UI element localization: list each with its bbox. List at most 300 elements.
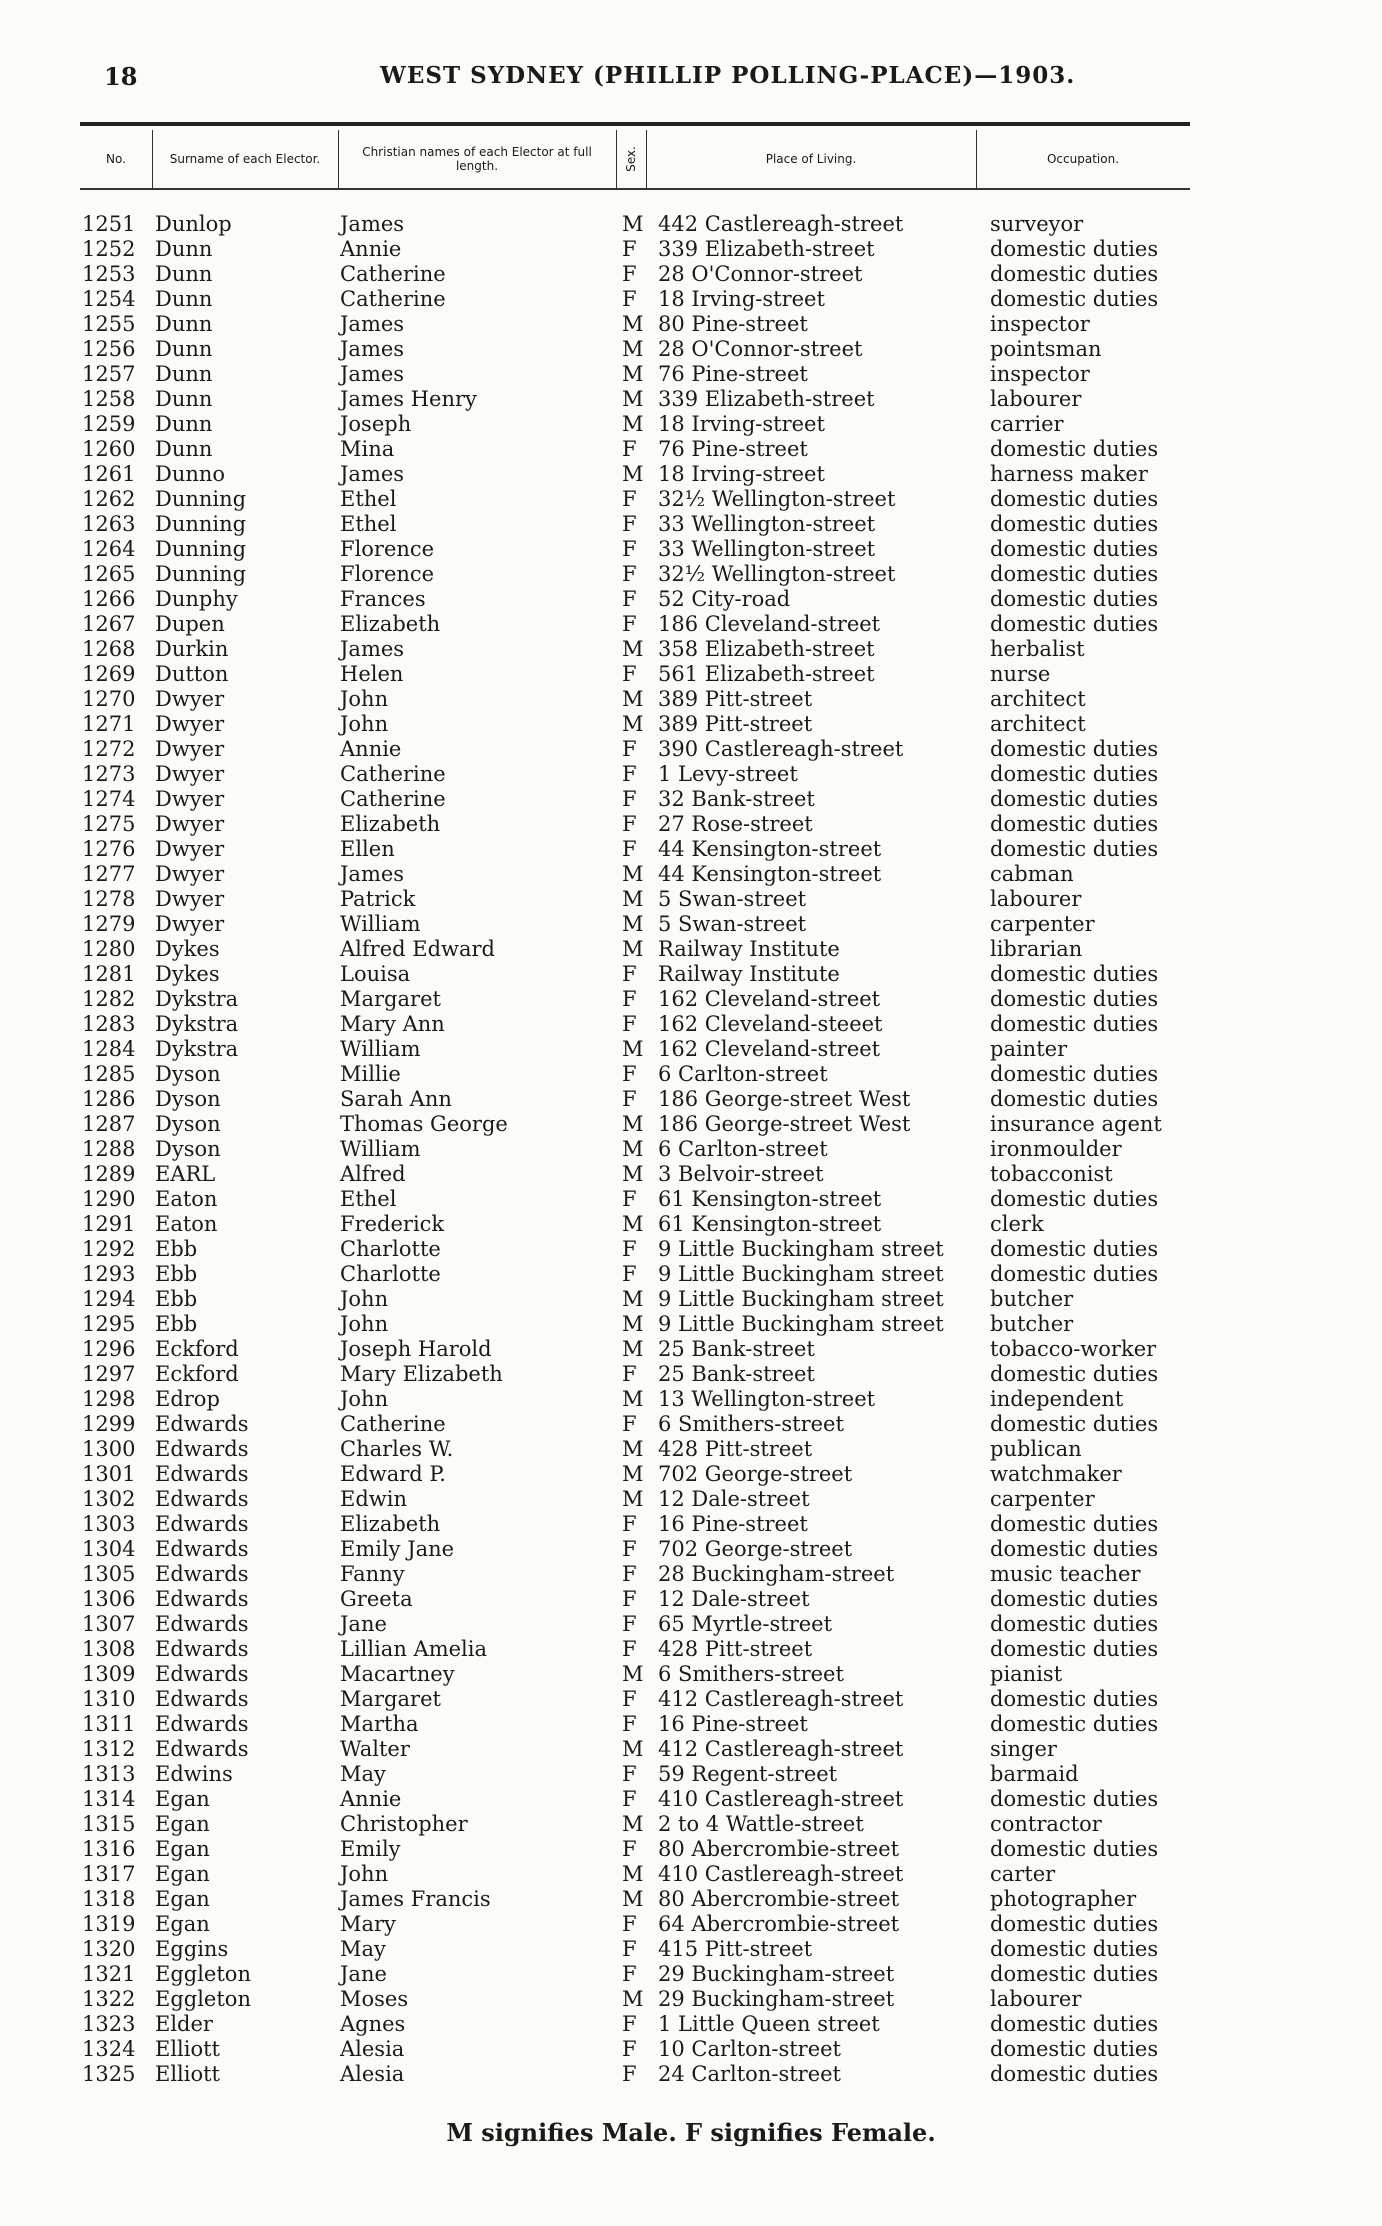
elector-occupation: barmaid: [990, 1762, 1079, 1786]
elector-place-of-living: 428 Pitt-street: [658, 1637, 813, 1661]
elector-sex: F: [622, 1237, 637, 1261]
table-row: [0, 1162, 1382, 1187]
elector-sex: M: [622, 337, 644, 361]
elector-occupation: carter: [990, 1862, 1056, 1886]
elector-place-of-living: 415 Pitt-street: [658, 1937, 813, 1961]
elector-christian-names: Millie: [340, 1062, 401, 1086]
elector-place-of-living: 6 Smithers-street: [658, 1412, 844, 1436]
elector-surname: Dunning: [155, 487, 247, 511]
elector-number: 1323: [82, 2012, 136, 2036]
elector-christian-names: Walter: [340, 1737, 410, 1761]
elector-surname: Edwards: [155, 1712, 249, 1736]
elector-christian-names: Edwin: [340, 1487, 407, 1511]
table-row: [0, 1762, 1382, 1787]
elector-surname: Dyson: [155, 1137, 221, 1161]
elector-number: 1288: [82, 1137, 136, 1161]
table-row: [0, 862, 1382, 887]
elector-place-of-living: 18 Irving-street: [658, 462, 825, 486]
elector-sex: M: [622, 1462, 644, 1486]
elector-sex: F: [622, 237, 637, 261]
elector-occupation: pointsman: [990, 337, 1102, 361]
table-row: [0, 212, 1382, 237]
elector-occupation: herbalist: [990, 637, 1085, 661]
table-row: [0, 612, 1382, 637]
elector-sex: F: [622, 537, 637, 561]
elector-surname: Edwards: [155, 1637, 249, 1661]
elector-number: 1259: [82, 412, 136, 436]
elector-number: 1316: [82, 1837, 136, 1861]
table-row: [0, 1237, 1382, 1262]
elector-surname: Elder: [155, 2012, 213, 2036]
table-row: [0, 1837, 1382, 1862]
elector-christian-names: James: [340, 862, 405, 886]
elector-surname: Eckford: [155, 1337, 239, 1361]
elector-occupation: domestic duties: [990, 762, 1159, 786]
elector-christian-names: Lillian Amelia: [340, 1637, 487, 1661]
elector-sex: F: [622, 1537, 637, 1561]
table-row: [0, 1487, 1382, 1512]
table-row: [0, 962, 1382, 987]
elector-place-of-living: 9 Little Buckingham street: [658, 1262, 944, 1286]
elector-christian-names: James: [340, 462, 405, 486]
elector-christian-names: May: [340, 1762, 386, 1786]
elector-surname: Dunn: [155, 312, 213, 336]
elector-surname: Edrop: [155, 1387, 220, 1411]
elector-christian-names: Joseph Harold: [340, 1337, 492, 1361]
elector-number: 1302: [82, 1487, 136, 1511]
elector-sex: F: [622, 1612, 637, 1636]
elector-place-of-living: Railway Institute: [658, 962, 840, 986]
elector-place-of-living: 389 Pitt-street: [658, 712, 813, 736]
elector-place-of-living: 80 Abercrombie-street: [658, 1837, 900, 1861]
elector-christian-names: Elizabeth: [340, 612, 441, 636]
elector-occupation: music teacher: [990, 1562, 1141, 1586]
elector-occupation: domestic duties: [990, 237, 1159, 261]
elector-sex: M: [622, 412, 644, 436]
table-row: [0, 1437, 1382, 1462]
elector-sex: F: [622, 1687, 637, 1711]
elector-surname: Egan: [155, 1812, 210, 1836]
elector-number: 1272: [82, 737, 136, 761]
elector-sex: M: [622, 1287, 644, 1311]
elector-number: 1285: [82, 1062, 136, 1086]
elector-surname: Dunning: [155, 562, 247, 586]
elector-place-of-living: 702 George-street: [658, 1462, 853, 1486]
elector-christian-names: Alesia: [340, 2062, 405, 2086]
elector-sex: M: [622, 1487, 644, 1511]
elector-place-of-living: 29 Buckingham-street: [658, 1987, 895, 2011]
elector-christian-names: Alfred: [340, 1162, 406, 1186]
elector-occupation: domestic duties: [990, 1912, 1159, 1936]
elector-christian-names: Jane: [340, 1962, 387, 1986]
elector-occupation: domestic duties: [990, 1087, 1159, 1111]
table-row: [0, 262, 1382, 287]
elector-surname: Dunning: [155, 512, 247, 536]
elector-place-of-living: 64 Abercrombie-street: [658, 1912, 900, 1936]
elector-sex: F: [622, 737, 637, 761]
elector-sex: F: [622, 1912, 637, 1936]
table-row: [0, 1062, 1382, 1087]
table-row: [0, 762, 1382, 787]
elector-number: 1251: [82, 212, 136, 236]
elector-surname: Edwards: [155, 1487, 249, 1511]
elector-christian-names: Emily: [340, 1837, 401, 1861]
elector-sex: F: [622, 1637, 637, 1661]
elector-christian-names: John: [340, 687, 389, 711]
elector-occupation: tobacconist: [990, 1162, 1113, 1186]
elector-place-of-living: 412 Castlereagh-street: [658, 1687, 904, 1711]
elector-place-of-living: 28 Buckingham-street: [658, 1562, 895, 1586]
elector-sex: F: [622, 562, 637, 586]
elector-place-of-living: 2 to 4 Wattle-street: [658, 1812, 864, 1836]
elector-number: 1296: [82, 1337, 136, 1361]
elector-number: 1270: [82, 687, 136, 711]
elector-sex: F: [622, 1587, 637, 1611]
elector-number: 1254: [82, 287, 136, 311]
elector-christian-names: James Henry: [340, 387, 477, 411]
elector-place-of-living: 29 Buckingham-street: [658, 1962, 895, 1986]
elector-occupation: domestic duties: [990, 1512, 1159, 1536]
elector-place-of-living: 162 Cleveland-street: [658, 987, 881, 1011]
elector-occupation: domestic duties: [990, 2012, 1159, 2036]
elector-place-of-living: 412 Castlereagh-street: [658, 1737, 904, 1761]
elector-occupation: architect: [990, 712, 1086, 736]
elector-occupation: domestic duties: [990, 737, 1159, 761]
elector-sex: M: [622, 1662, 644, 1686]
elector-number: 1268: [82, 637, 136, 661]
elector-surname: Dwyer: [155, 912, 225, 936]
elector-christian-names: Catherine: [340, 787, 446, 811]
elector-occupation: domestic duties: [990, 487, 1159, 511]
elector-place-of-living: 339 Elizabeth-street: [658, 387, 875, 411]
elector-number: 1313: [82, 1762, 136, 1786]
table-row: [0, 2037, 1382, 2062]
elector-sex: M: [622, 1337, 644, 1361]
elector-surname: Dupen: [155, 612, 225, 636]
elector-sex: F: [622, 762, 637, 786]
elector-christian-names: Elizabeth: [340, 1512, 441, 1536]
elector-sex: M: [622, 1212, 644, 1236]
elector-christian-names: James Francis: [340, 1887, 491, 1911]
elector-number: 1278: [82, 887, 136, 911]
elector-place-of-living: 59 Regent-street: [658, 1762, 838, 1786]
elector-place-of-living: 162 Cleveland-street: [658, 1037, 881, 1061]
elector-number: 1294: [82, 1287, 136, 1311]
elector-occupation: domestic duties: [990, 1362, 1159, 1386]
elector-number: 1258: [82, 387, 136, 411]
elector-occupation: architect: [990, 687, 1086, 711]
page-number: 18: [104, 62, 138, 91]
elector-occupation: surveyor: [990, 212, 1084, 236]
page-header: [0, 62, 1382, 102]
elector-number: 1257: [82, 362, 136, 386]
elector-sex: F: [622, 837, 637, 861]
page-title: WEST SYDNEY (PHILLIP POLLING-PLACE)—1903.: [380, 62, 1076, 89]
column-headers: [80, 130, 1190, 188]
elector-christian-names: Patrick: [340, 887, 416, 911]
elector-number: 1295: [82, 1312, 136, 1336]
elector-sex: M: [622, 1437, 644, 1461]
elector-sex: F: [622, 662, 637, 686]
elector-christian-names: Louisa: [340, 962, 411, 986]
elector-number: 1306: [82, 1587, 136, 1611]
elector-occupation: publican: [990, 1437, 1082, 1461]
elector-surname: Dwyer: [155, 687, 225, 711]
elector-place-of-living: 186 George-street West: [658, 1112, 911, 1136]
elector-occupation: domestic duties: [990, 1712, 1159, 1736]
elector-occupation: butcher: [990, 1312, 1074, 1336]
elector-number: 1320: [82, 1937, 136, 1961]
elector-occupation: labourer: [990, 887, 1082, 911]
elector-list: [0, 212, 1382, 2087]
elector-occupation: inspector: [990, 312, 1090, 336]
elector-surname: Egan: [155, 1837, 210, 1861]
elector-surname: Ebb: [155, 1312, 198, 1336]
elector-sex: M: [622, 1862, 644, 1886]
table-row: [0, 1462, 1382, 1487]
table-row: [0, 912, 1382, 937]
elector-christian-names: May: [340, 1937, 386, 1961]
elector-place-of-living: 442 Castlereagh-street: [658, 212, 904, 236]
elector-sex: M: [622, 1162, 644, 1186]
elector-place-of-living: 702 George-street: [658, 1537, 853, 1561]
table-row: [0, 1087, 1382, 1112]
elector-sex: F: [622, 787, 637, 811]
elector-place-of-living: 13 Wellington-street: [658, 1387, 876, 1411]
elector-number: 1304: [82, 1537, 136, 1561]
elector-place-of-living: 76 Pine-street: [658, 437, 808, 461]
elector-place-of-living: 358 Elizabeth-street: [658, 637, 875, 661]
table-row: [0, 1962, 1382, 1987]
table-row: [0, 787, 1382, 812]
elector-place-of-living: 5 Swan-street: [658, 912, 807, 936]
elector-christian-names: Mina: [340, 437, 395, 461]
elector-number: 1253: [82, 262, 136, 286]
elector-occupation: carpenter: [990, 1487, 1095, 1511]
elector-surname: Eckford: [155, 1362, 239, 1386]
elector-surname: Dunn: [155, 287, 213, 311]
elector-sex: F: [622, 1512, 637, 1536]
column-header-surname: Surname of each Elector.: [152, 130, 339, 188]
elector-place-of-living: 162 Cleveland-steeet: [658, 1012, 883, 1036]
elector-place-of-living: 18 Irving-street: [658, 287, 825, 311]
elector-christian-names: Thomas George: [340, 1112, 508, 1136]
elector-occupation: domestic duties: [990, 1637, 1159, 1661]
elector-occupation: clerk: [990, 1212, 1044, 1236]
elector-occupation: domestic duties: [990, 1687, 1159, 1711]
elector-place-of-living: 1 Levy-street: [658, 762, 798, 786]
elector-number: 1300: [82, 1437, 136, 1461]
elector-occupation: domestic duties: [990, 1587, 1159, 1611]
elector-sex: M: [622, 1887, 644, 1911]
elector-christian-names: Margaret: [340, 1687, 441, 1711]
table-row: [0, 937, 1382, 962]
elector-occupation: inspector: [990, 362, 1090, 386]
table-row: [0, 512, 1382, 537]
elector-surname: Edwards: [155, 1737, 249, 1761]
elector-occupation: cabman: [990, 862, 1074, 886]
elector-number: 1311: [82, 1712, 136, 1736]
table-row: [0, 2012, 1382, 2037]
elector-sex: M: [622, 1112, 644, 1136]
elector-place-of-living: 410 Castlereagh-street: [658, 1787, 904, 1811]
elector-number: 1297: [82, 1362, 136, 1386]
elector-sex: F: [622, 512, 637, 536]
table-row: [0, 587, 1382, 612]
elector-sex: M: [622, 462, 644, 486]
header-rule: [80, 122, 1190, 126]
table-row: [0, 1412, 1382, 1437]
elector-sex: M: [622, 1312, 644, 1336]
elector-occupation: harness maker: [990, 462, 1148, 486]
table-row: [0, 1112, 1382, 1137]
elector-number: 1319: [82, 1912, 136, 1936]
elector-christian-names: Annie: [340, 237, 402, 261]
elector-christian-names: Florence: [340, 562, 435, 586]
elector-surname: EARL: [155, 1162, 216, 1186]
elector-place-of-living: 76 Pine-street: [658, 362, 808, 386]
table-row: [0, 412, 1382, 437]
elector-surname: Dunn: [155, 387, 213, 411]
elector-place-of-living: 24 Carlton-street: [658, 2062, 841, 2086]
elector-occupation: domestic duties: [990, 1187, 1159, 1211]
elector-number: 1290: [82, 1187, 136, 1211]
elector-place-of-living: 44 Kensington-street: [658, 837, 882, 861]
elector-place-of-living: 410 Castlereagh-street: [658, 1862, 904, 1886]
elector-surname: Durkin: [155, 637, 229, 661]
elector-occupation: domestic duties: [990, 2062, 1159, 2086]
elector-surname: Elliott: [155, 2062, 220, 2086]
elector-sex: F: [622, 587, 637, 611]
elector-number: 1266: [82, 587, 136, 611]
elector-surname: Dykstra: [155, 1037, 239, 1061]
elector-christian-names: Mary: [340, 1912, 396, 1936]
table-row: [0, 1912, 1382, 1937]
elector-occupation: domestic duties: [990, 1062, 1159, 1086]
table-row: [0, 1037, 1382, 1062]
elector-number: 1264: [82, 537, 136, 561]
elector-number: 1289: [82, 1162, 136, 1186]
elector-number: 1314: [82, 1787, 136, 1811]
elector-sex: F: [622, 1837, 637, 1861]
elector-place-of-living: 80 Abercrombie-street: [658, 1887, 900, 1911]
elector-number: 1256: [82, 337, 136, 361]
elector-occupation: domestic duties: [990, 1012, 1159, 1036]
elector-christian-names: Jane: [340, 1612, 387, 1636]
table-row: [0, 487, 1382, 512]
elector-occupation: domestic duties: [990, 1962, 1159, 1986]
elector-surname: Dunn: [155, 337, 213, 361]
elector-occupation: domestic duties: [990, 2037, 1159, 2061]
elector-christian-names: Margaret: [340, 987, 441, 1011]
elector-occupation: photographer: [990, 1887, 1137, 1911]
table-row: [0, 237, 1382, 262]
elector-occupation: domestic duties: [990, 437, 1159, 461]
elector-surname: Egan: [155, 1887, 210, 1911]
elector-sex: M: [622, 912, 644, 936]
elector-place-of-living: 12 Dale-street: [658, 1587, 810, 1611]
elector-place-of-living: 25 Bank-street: [658, 1362, 815, 1386]
table-row: [0, 1812, 1382, 1837]
elector-number: 1255: [82, 312, 136, 336]
elector-surname: Edwards: [155, 1662, 249, 1686]
elector-number: 1303: [82, 1512, 136, 1536]
elector-number: 1283: [82, 1012, 136, 1036]
table-row: [0, 1687, 1382, 1712]
elector-christian-names: Ethel: [340, 1187, 397, 1211]
elector-occupation: tobacco-worker: [990, 1337, 1157, 1361]
table-row: [0, 1562, 1382, 1587]
elector-sex: M: [622, 1987, 644, 2011]
elector-surname: Dwyer: [155, 787, 225, 811]
elector-place-of-living: 28 O'Connor-street: [658, 337, 863, 361]
elector-place-of-living: 5 Swan-street: [658, 887, 807, 911]
elector-christian-names: Helen: [340, 662, 404, 686]
elector-christian-names: John: [340, 1312, 389, 1336]
elector-christian-names: William: [340, 1137, 421, 1161]
column-header-sex: [616, 130, 647, 188]
elector-christian-names: Alfred Edward: [340, 937, 495, 961]
elector-surname: Dyson: [155, 1112, 221, 1136]
elector-christian-names: Catherine: [340, 1412, 446, 1436]
elector-sex: F: [622, 2012, 637, 2036]
elector-surname: Elliott: [155, 2037, 220, 2061]
elector-occupation: domestic duties: [990, 812, 1159, 836]
elector-christian-names: Florence: [340, 537, 435, 561]
elector-surname: Edwards: [155, 1437, 249, 1461]
elector-occupation: independent: [990, 1387, 1124, 1411]
elector-surname: Dyson: [155, 1087, 221, 1111]
table-row: [0, 812, 1382, 837]
elector-christian-names: Elizabeth: [340, 812, 441, 836]
elector-christian-names: Fanny: [340, 1562, 405, 1586]
elector-surname: Ebb: [155, 1237, 198, 1261]
elector-number: 1261: [82, 462, 136, 486]
elector-sex: F: [622, 1562, 637, 1586]
elector-surname: Ebb: [155, 1262, 198, 1286]
elector-christian-names: John: [340, 1862, 389, 1886]
elector-place-of-living: 12 Dale-street: [658, 1487, 810, 1511]
table-row: [0, 1887, 1382, 1912]
table-row: [0, 312, 1382, 337]
elector-number: 1263: [82, 512, 136, 536]
elector-surname: Dunn: [155, 412, 213, 436]
elector-number: 1308: [82, 1637, 136, 1661]
elector-christian-names: Ethel: [340, 487, 397, 511]
elector-sex: F: [622, 2062, 637, 2086]
elector-occupation: domestic duties: [990, 287, 1159, 311]
elector-number: 1273: [82, 762, 136, 786]
elector-number: 1292: [82, 1237, 136, 1261]
elector-surname: Ebb: [155, 1287, 198, 1311]
table-row: [0, 1512, 1382, 1537]
elector-sex: F: [622, 262, 637, 286]
elector-occupation: domestic duties: [990, 987, 1159, 1011]
elector-surname: Dykstra: [155, 1012, 239, 1036]
elector-surname: Edwards: [155, 1537, 249, 1561]
elector-occupation: domestic duties: [990, 1537, 1159, 1561]
elector-surname: Dunn: [155, 437, 213, 461]
elector-occupation: domestic duties: [990, 587, 1159, 611]
elector-christian-names: Charles W.: [340, 1437, 454, 1461]
elector-surname: Dunlop: [155, 212, 232, 236]
elector-surname: Eggleton: [155, 1987, 251, 2011]
table-row: [0, 1362, 1382, 1387]
elector-sex: M: [622, 1037, 644, 1061]
elector-place-of-living: 186 Cleveland-street: [658, 612, 881, 636]
elector-number: 1267: [82, 612, 136, 636]
elector-occupation: domestic duties: [990, 1262, 1159, 1286]
